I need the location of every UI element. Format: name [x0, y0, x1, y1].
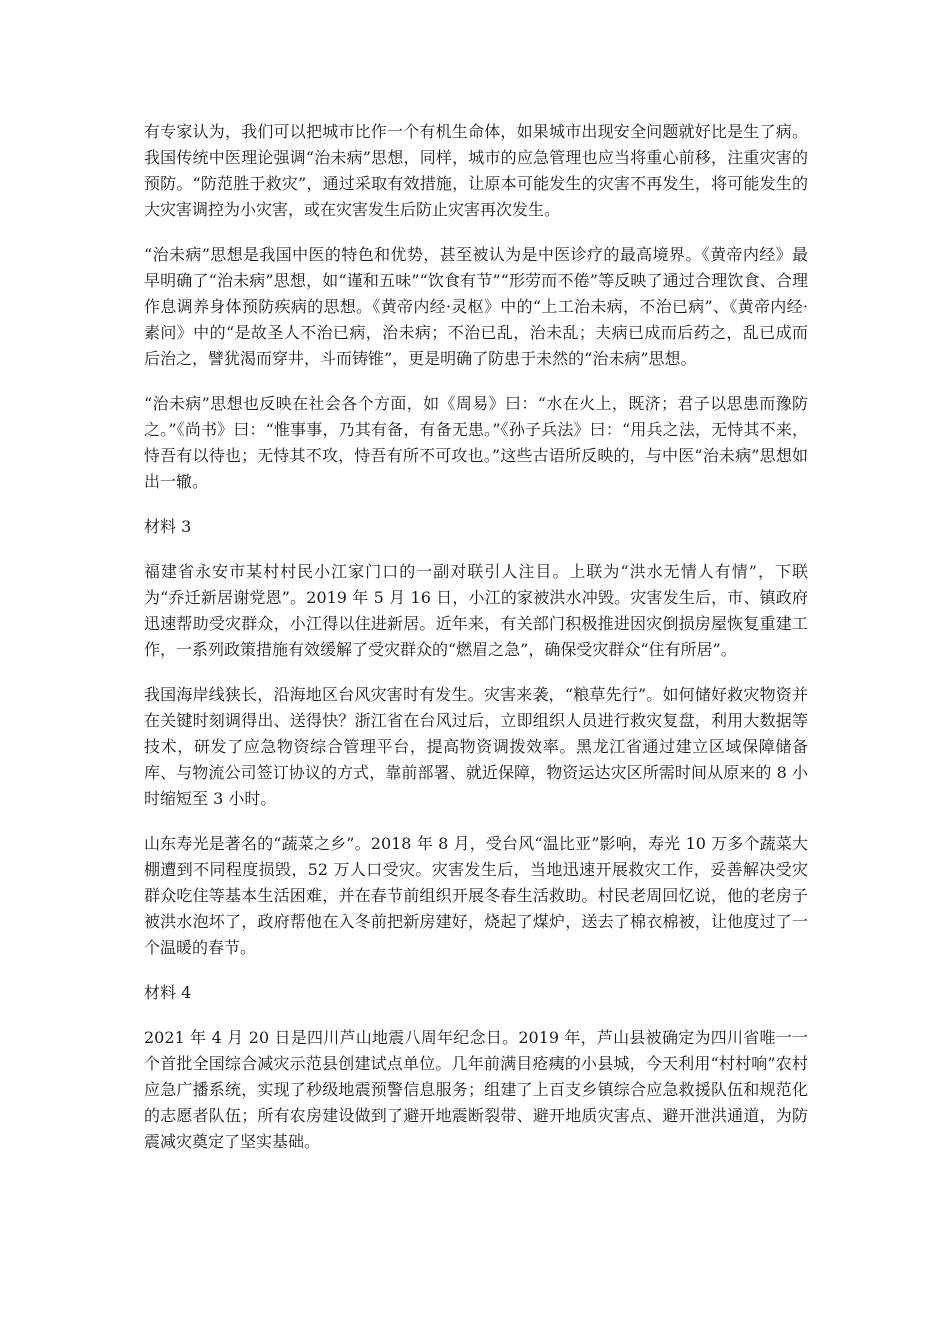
material-3-heading: 材料 3: [144, 517, 192, 536]
document-page: [144, 119, 808, 1174]
paragraph-shouguang-typhoon: 山东寿光是著名的“蔬菜之乡”。2018 年 8 月，受台风“温比亚”影响，寿光 10 万多个蔬菜大棚遭到不同程度损毁，52 万人口受灾。灾害发生后，当地迅速开展救灾工作，妥善解决受灾群众吃住等基本生活困难，并在春节前组织开展冬春生活救助。村民老周回忆说，他的老房子被洪水泡坏了，政府帮他在入冬前把新房建好，烧起了煤炉，送去了棉衣棉被，让他度过了一个温暖的春节。: [144, 834, 808, 957]
paragraph-lushan-earthquake: 2021 年 4 月 20 日是四川芦山地震八周年纪念日。2019 年，芦山县被确定为四川省唯一一个首批全国综合减灾示范县创建试点单位。几年前满目疮痍的小县城，今天利用“村村响”农村应急广播系统，实现了秒级地震预警信息服务；组建了上百支乡镇综合应急救援队伍和规范化的志愿者队伍；所有农房建设做到了避开地震断裂带、避开地质灾害点、避开泄洪通道，为防震减灾奠定了坚实基础。: [144, 1028, 808, 1151]
material-4-heading: 材料 4: [144, 983, 192, 1002]
paragraph-relief-supplies: 我国海岸线狭长，沿海地区台风灾害时有发生。灾害来袭，“粮草先行”。如何储好救灾物资并在关键时刻调得出、送得快？浙江省在台风过后，立即组织人员进行救灾复盘，利用大数据等技术，研发了应急物资综合管理平台，提高物资调拨效率。黑龙江省通过建立区域保障储备库、与物流公司签订协议的方式，靠前部署、就近保障，物资运达灾区所需时间从原来的 8 小时缩短至 3 小时。: [144, 685, 808, 808]
paragraph-urban-safety: 有专家认为，我们可以把城市比作一个有机生命体，如果城市出现安全问题就好比是生了病。我国传统中医理论强调“治未病”思想，同样，城市的应急管理也应当将重心前移，注重灾害的预防。“防范胜于救灾”，通过采取有效措施，让原本可能发生的灾害不再发生，将可能发生的大灾害调控为小灾害，或在灾害发生后防止灾害再次发生。: [144, 122, 808, 219]
paragraph-prevention-tcm: “治未病”思想是我国中医的特色和优势，甚至被认为是中医诊疗的最高境界。《黄帝内经》最早明确了“治未病”思想，如“谨和五味”“饮食有节”“形劳而不倦”等反映了通过合理饮食、合理作息调养身体预防疾病的思想。《黄帝内经·灵枢》中的“上工治未病，不治已病”、《黄帝内经·素问》中的“是故圣人不治已病，治未病；不治已乱，治未乱；夫病已成而后药之，乱已成而后治之，譬犹渴而穿井，斗而铸锥”，更是明确了防患于未然的“治未病”思想。: [144, 245, 808, 368]
paragraph-ancient-sayings: “治未病”思想也反映在社会各个方面，如《周易》曰：“水在火上，既济；君子以思患而豫防之。”《尚书》曰：“惟事事，乃其有备，有备无患。”《孙子兵法》曰：“用兵之法，无恃其不来，恃吾有以待也；无恃其不攻，恃吾有所不可攻也。”这些古语所反映的，与中医“治未病”思想如出一辙。: [144, 394, 808, 491]
paragraph-fujian-resettlement: 福建省永安市某村村民小江家门口的一副对联引人注目。上联为“洪水无情人有情”，下联为“乔迁新居谢党恩”。2019 年 5 月 16 日，小江的家被洪水冲毁。灾害发生后，市、镇政府迅速帮助受灾群众，小江得以住进新居。近年来，有关部门积极推进因灾倒损房屋恢复重建工作，一系列政策措施有效缓解了受灾群众的“燃眉之急”，确保受灾群众“住有所居”。: [144, 562, 808, 659]
